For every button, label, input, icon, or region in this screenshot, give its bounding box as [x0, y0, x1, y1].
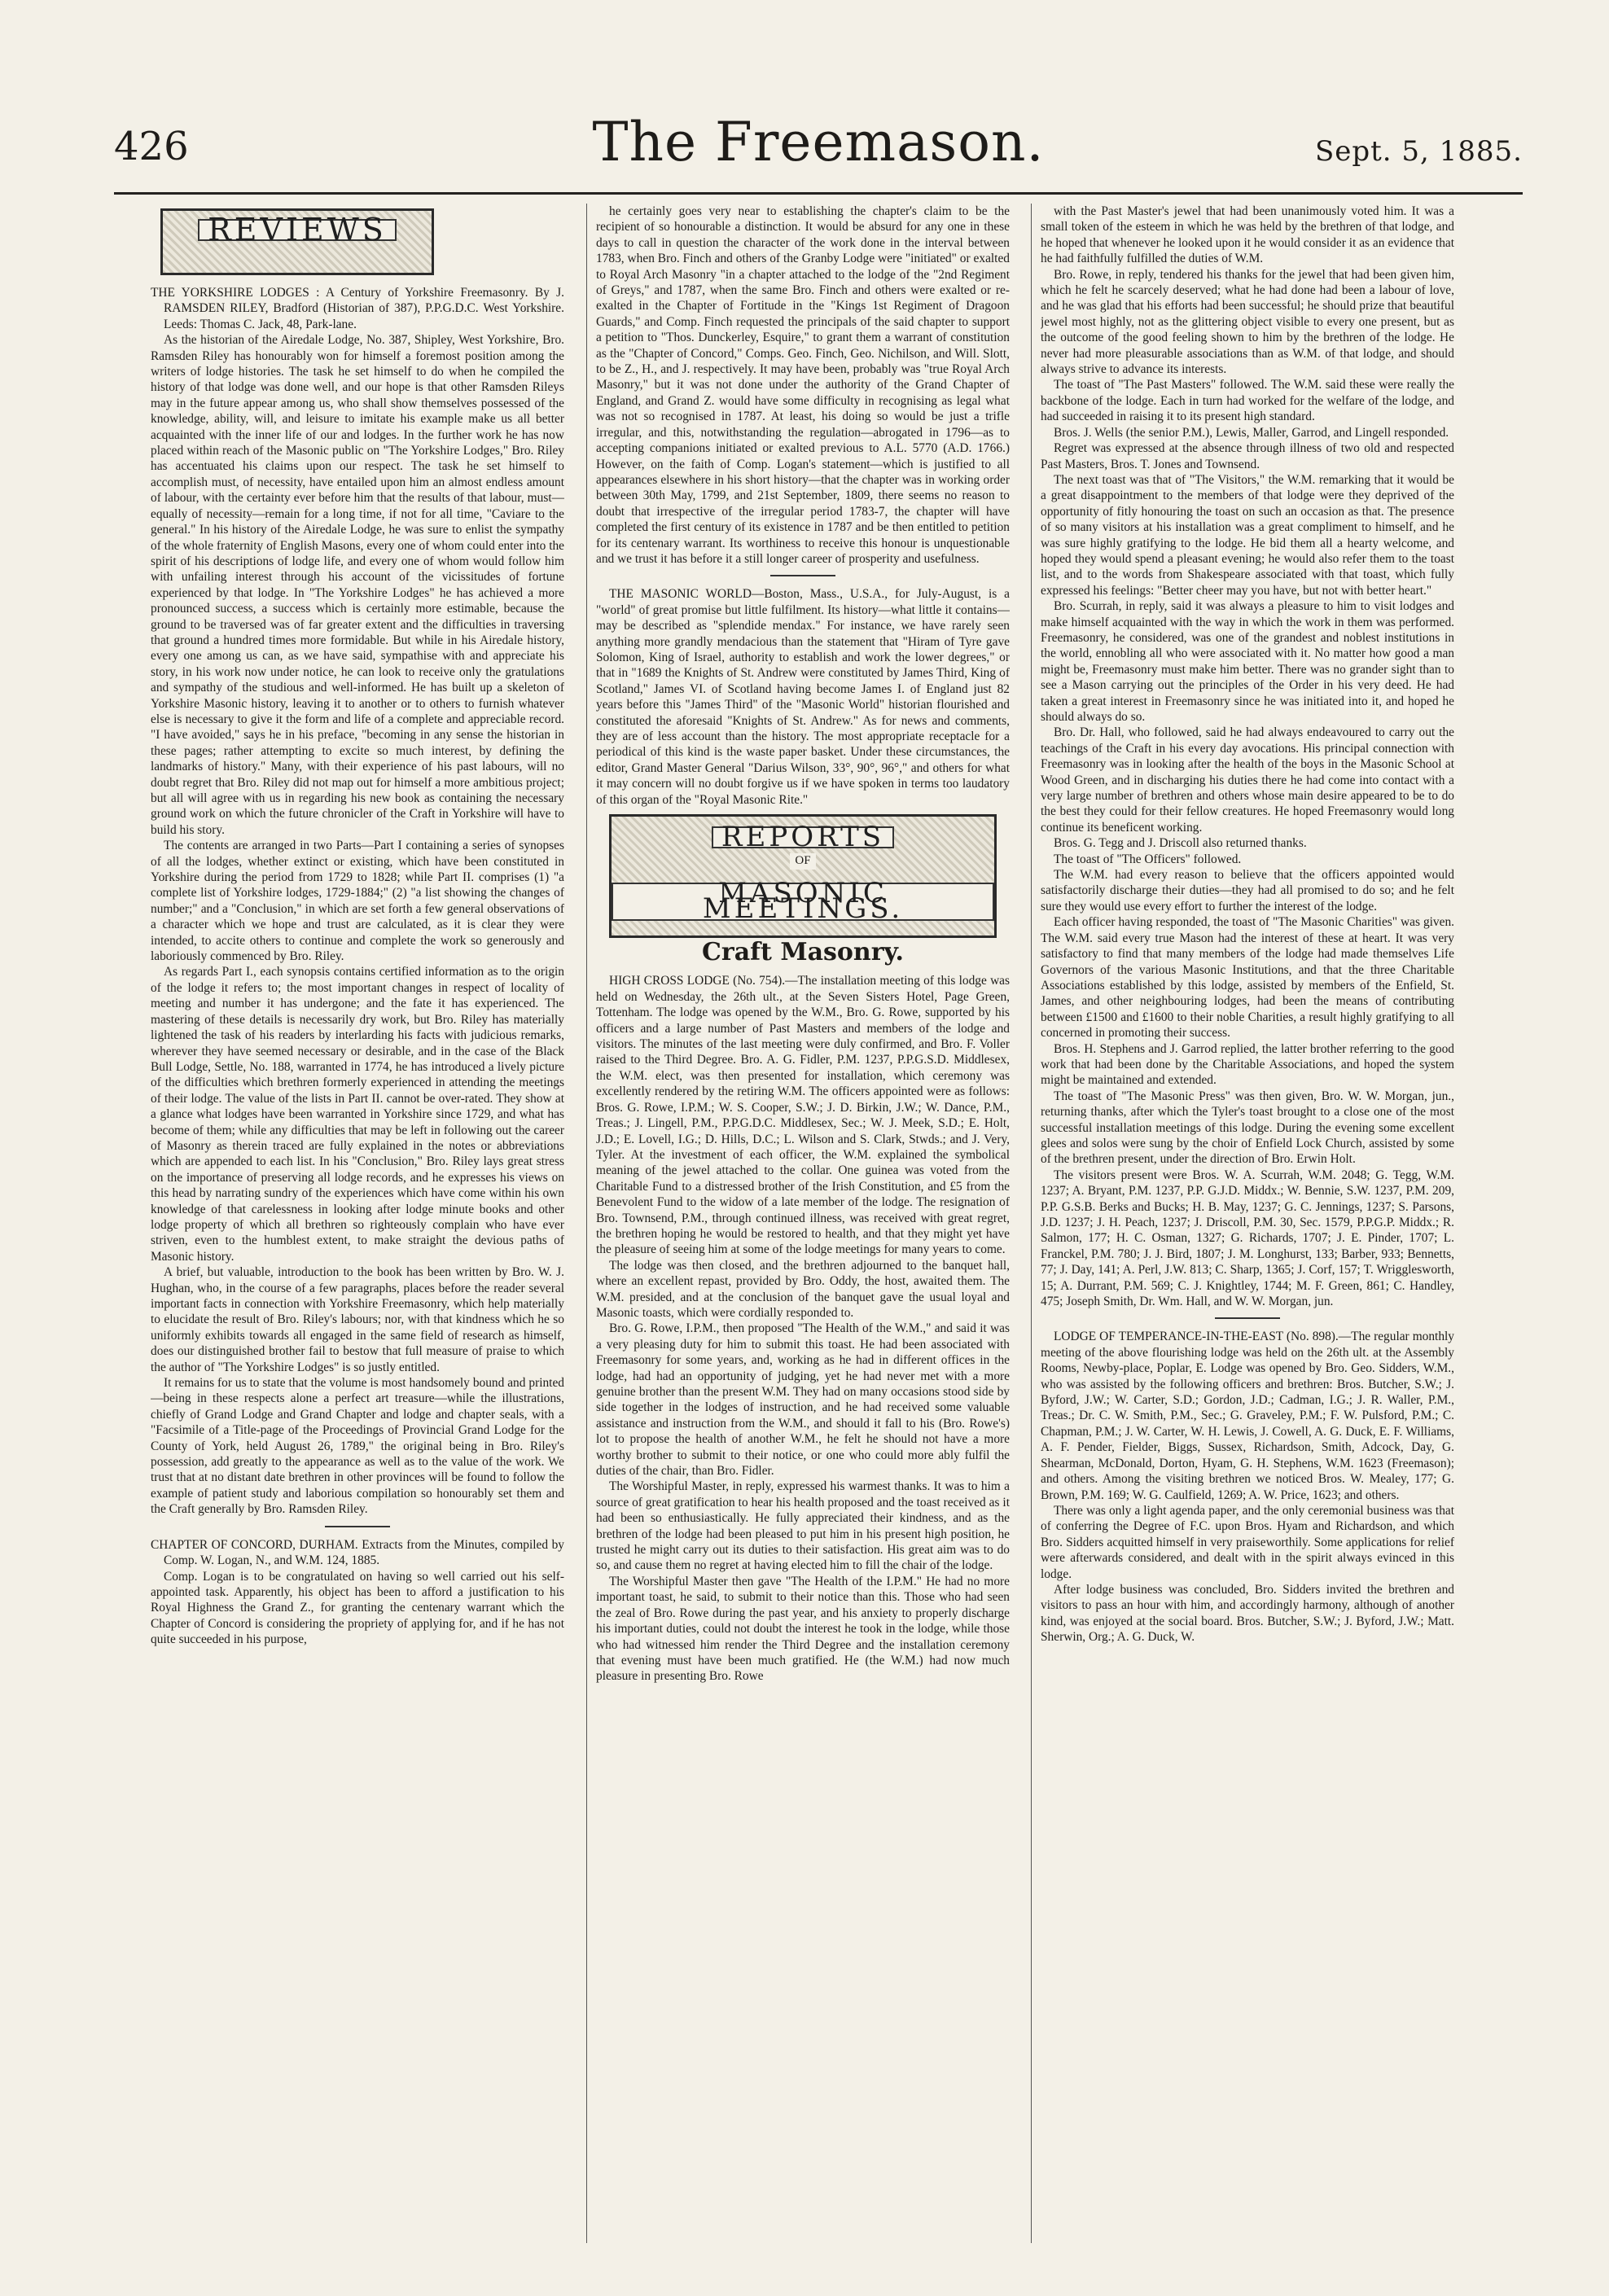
paragraph: As the historian of the Airedale Lodge, No. 387, Shipley, West Yorkshire, Bro. Ramsden Riley has honourably won for himself a foremost position among the writers of lodge histories. The task he set himself to do when he compiled the history of that lodge was done well, and our hope is that other Ramsden Rileys may in the future appear among us, who shall show themselves possessed of the knowledge, ability, will, and leisure to imitate his example make us all better acquainted with the inner life of our and lodges. In the further work he has now placed within reach of the Masonic public on "The Yorkshire Lodges," Bro. Riley has accentuated his claims upon our respect. The task he set himself to accomplish must, of necessity, have entailed upon him an almost endless amount of labour, with the certainty ever before him that the results of that labour, must—equally of necessity—remain for a long time, if not for all time, "Caviare to the general." In his history of the Airedale Lodge, he was sure to enlist the sympathy of the whole fraternity of English Masons, every one of whom could enter into the spirit of his descriptions of lodge life, and every one of whom would follow him with unfailing interest through his account of the vicissitudes of fortune experienced by that lodge. In "The Yorkshire Lodges" he has achieved a more pronounced success, a success which is certainly more estimable, because the ground to be traversed was of far greater extent and the difficulties in traversing that ground a hundred times more formidable. But while in his Airedale history, every one among us can, as we have said, sympathise with and appreciate his story, in his work now under notice, he can look to receive only the gratulations and sympathy of the studious and well-informed. He has built up a skeleton of Yorkshire Masonic history, leaving it to another or to others to furnish whatever else is necessary to give it the form and life of a complete and appreciable record. "I have avoided," says he in his preface, "becoming in any sense the historian in these pages; rather attempting to excite so much interest, by defining the landmarks of history." Many, with their experience of his past labours, will no doubt regret that Bro. Riley did not map out for himself a more ambitious project; but all will agree with us in regarding his new book as containing the necessary ground work on which the future chronicler of the Craft in Yorkshire will have to build his story.: [151, 333, 564, 837]
column-rule: [1031, 204, 1032, 2243]
paragraph: Bro. Scurrah, in reply, said it was always a pleasure to him to visit lodges and make himself acquainted with the way in which the work in them was performed. Freemasonry, he considered, was one of the grandest and noblest institutions in the world, ennobling all who were associated with it. No matter how good a man might be, Freemasonry must make him better. There was no grander sight than to see a Mason carrying out the principles of the Order in his very deed. He had taken a great interest in Freemasonry since he was initiated into it, and hoped he should always do so.: [1041, 599, 1454, 724]
paragraph: Comp. Logan is to be congratulated on having so well carried out his self-appointed task. Apparently, his object has been to afford a justification to his Royal Highness the Grand Z., for granting the centenary warrant which the Chapter of Concord is considering the propriety of applying for, and if he has not quite succeeded in his purpose,: [151, 1569, 564, 1647]
paragraph: The Worshipful Master then gave "The Health of the I.P.M." He had no more important toast, he said, to submit to their notice than this. Those who had seen the zeal of Bro. Rowe during the past year, and his anxiety to properly discharge his important duties, could not doubt the interest he took in the lodge, while those who had witnessed him render the Third Degree and the installation ceremony that evening must have been much gratified. He (the W.M.) had now much pleasure in presenting Bro. Rowe: [596, 1574, 1010, 1684]
reviews-banner: [160, 208, 434, 275]
paragraph: The toast of "The Past Masters" followed. The W.M. said these were really the backbone of the lodge. Each in turn had worked for the welfare of the lodge, and had succeeded in raising it to its present high standard.: [1041, 378, 1454, 424]
craft-masonry-heading: Craft Masonry.: [702, 938, 904, 967]
paragraph: Bro. G. Rowe, I.P.M., then proposed "The Health of the W.M.," and said it was a very pleasing duty for him to submit this toast. He had been associated with Freemasonry for some years, and, working as he had in different offices in the lodge, had had an opportunity of judging, yet he had never met with a more genuine brother than the present W.M. They had on many occasions stood side by side together in the lodges of instruction, and he had received some valuable assistance and instruction from the W.M., and should it fall to his (Bro. Rowe's) lot to propose the health of another W.M., he felt he should not have a more worthy brother to submit to their notice, or one who could more ably fulfil the duties of the chair, than Bro. Fidler.: [596, 1321, 1010, 1479]
reports-banner-bottom: MASONIC MEETINGS.: [612, 883, 994, 921]
paragraph: The toast of "The Officers" followed.: [1054, 852, 1242, 866]
issue-date: Sept. 5, 1885.: [1314, 135, 1523, 168]
review-masonic-world: THE MASONIC WORLD—Boston, Mass., U.S.A., for July-August, is a "world" of great promise but little fulfilment. Its history—what little it contains—may be described as "splendide mendax." For instance, we have rarely seen anything more grandly mendacious than the statement that "Hiram of Tyre gave Solomon, King of Israel, authority to establish and work the lower degrees," or that in "1689 the Knights of St. Andrew were constituted by James Third, King of Scotland," James VI. of Scotland having become James I. of England just 82 years before this "James Third" of the "Masonic World" historian flourished and constituted the aforesaid "Knights of St. Andrew." As for news and comments, they are of less account than the history. The most appropriate receptacle for a periodical of this kind is the waste paper basket. Under these circumstances, the editor, Grand Master General "Darius Wilson, 33°, 90°, 96°," and others for what it may concern will no doubt forgive us if we have spoken in terms too laudatory of this organ of the "Royal Masonic Rite.": [596, 587, 1010, 807]
paragraph: The W.M. had every reason to believe that the officers appointed would satisfactorily discharge their duties—they had all promised to do so; and he felt sure they would use every effort to further the interest of the lodge.: [1041, 868, 1454, 914]
newspaper-title: The Freemason.: [592, 111, 1045, 173]
reports-banner-of: OF: [790, 853, 815, 869]
paragraph: Bro. Dr. Hall, who followed, said he had always endeavoured to carry out the teachings of the Craft in his every day avocations. His principal connection with Freemasonry was in looking after the health of the boys in the Masonic School at Wood Green, and in discharging his duties there he had come into contact with a very large number of brethren and others whose main desire appeared to be to do the best they could for their fellow creatures. He hoped Freemasonry would long continue its beneficent working.: [1041, 725, 1454, 835]
paragraph: Regret was expressed at the absence through illness of two old and respected Past Masters, Bros. T. Jones and Townsend.: [1041, 441, 1454, 471]
paragraph: The Worshipful Master, in reply, expressed his warmest thanks. It was to him a source of great gratification to hear his health proposed and the toast received as it had been so enthusiastically. He fully appreciated their kindness, and as the brethren of the lodge had been pleased to put him in his present high position, he trusted he might carry out its duties to their satisfaction. His great aim was to do so, and cause them no regret at having elected him to fill the chair of the lodge.: [596, 1479, 1010, 1573]
paragraph: There was only a light agenda paper, and the only ceremonial business was that of conferring the Degree of F.C. upon Bros. Hyam and Richardson, and which Bro. Sidders acquitted himself in very praiseworthily. Some applications for relief were afterwards considered, and dealt with in the spirit always evinced in this lodge.: [1041, 1503, 1454, 1581]
paragraph: Bros. G. Tegg and J. Driscoll also returned thanks.: [1054, 836, 1307, 851]
paragraph: Bro. Rowe, in reply, tendered his thanks for the jewel that had been given him, which he felt he scarcely deserved; what he had done had been a labour of love, and he was glad that his efforts had been successful; he should prize that beautiful jewel most highly, not as the glittering object visible to every one present, but as the outcome of the good feeling shown to him by the brethren of the lodge. He never had more pleasurable associations than as W.M. of that lodge, and should always strive to advance its interests.: [1041, 267, 1454, 377]
section-rule: [1215, 1317, 1280, 1319]
visitors-list: The visitors present were Bros. W. A. Scurrah, W.M. 2048; G. Tegg, W.M. 1237; A. Bryant, P.M. 1237, P.P. G.J.D. Middx.; W. Bennie, S.W. 1237, P.M. 209, P.P. G.S.B. Berks and Bucks; H. B. May, 1237; G. C. Jennings, 1237; S. Parsons, J.D. 1237; J. H. Peach, 1237; J. Driscoll, P.M. 30, Sec. 1579, P.P.G.P. Middx.; R. Salmon, 177; H. C. Osman, 1327; G. Richards, 1707; J. E. Pinder, 1707; L. Franckel, P.M. 780; J. J. Bird, 1807; J. M. Longhurst, 133; Barber, 933; Bennetts, 77; J. Day, 141; A. Perl, J.W. 813; C. Sharp, 1365; J. Corf, 157; T. Wrigglesworth, 15; A. Durrant, P.M. 569; C. J. Knightley, 1744; M. F. Green, 861; C. Handley, 475; Joseph Smith, Dr. Wm. Hall, and W. W. Morgan, jun.: [1041, 1168, 1454, 1309]
reports-banner-top: REPORTS: [712, 826, 894, 848]
temperance-lodge-report: LODGE OF TEMPERANCE-IN-THE-EAST (No. 898).—The regular monthly meeting of the above flourishing lodge was held on the 26th ult. at the Assembly Rooms, Newby-place, Poplar, E. Lodge was opened by Bro. Geo. Sidders, W.M., who was assisted by the following officers and brethren: Bros. Butcher, S.W.; J. Byford, J.W.; W. Carter, S.D.; Gordon, J.D.; Cadman, I.G.; J. R. Waller, P.M., Treas.; Dr. C. W. Smith, P.M., Sec.; G. Graveley, P.M.; F. W. Pulsford, P.M.; C. Chapman, P.M.; J. W. Carter, W. H. Lewis, J. Cowell, A. G. Duck, E. F. Williams, A. F. Pender, Fielder, Biggs, Sussex, Richardson, Smith, Adcock, Day, G. Shearman, McDonald, Dorton, Hyam, G. H. Stephens, W.M. 1623 (Freemason); and others. Among the visiting brethren we noticed Bros. W. Mealey, 177; G. Brown, P.M. 169; W. G. Caulfield, 1269; A. W. Price, 1623; and others.: [1041, 1330, 1454, 1502]
paragraph: It remains for us to state that the volume is most handsomely bound and printed—being in these respects alone a perfect art treasure—while the illustrations, chiefly of Grand Lodge and Grand Chapter and lodge and chapter seals, with a "Facsimile of a Title-page of the Proceedings of Provincial Grand Lodge for the County of York, held August 26, 1789," the original being in Bro. Riley's possession, add greatly to the appearance as well as to the value of the work. We trust that at no distant date brethren in other provinces will be found to follow the example of patient study and laborious compilation so honourably set them and the Craft generally by Bro. Ramsden Riley.: [151, 1376, 564, 1517]
column-1: [151, 204, 564, 2243]
paragraph: As regards Part I., each synopsis contains certified information as to the origin of the lodge it refers to; the most important changes in respect of locality of meeting and number it has undergone; and the fate it has experienced. The mastering of these details is necessarily dry work, but Bro. Riley has materially lightened the task of his readers by interlarding his facts with judicious remarks, wherever they have seemed necessary or desirable, and in the case of the Black Bull Lodge, Settle, No. 188, warranted in 1774, he has introduced a lively picture of the difficulties which brethren formerly experienced in attending the meetings of their lodge. The value of the lists in Part II. cannot be over-rated. They show at a glance what lodges have been warranted in Yorkshire since 1729, and what has become of them; while any difficulties that may be left in following out the career of Masonry as therein traced are fully explained in the notes or abbreviations which are appended to each list. In his "Conclusion," Bro. Riley lays great stress on the importance of preserving all lodge records, and he expresses his views on this head by narrating sundry of the experiences which have come within his own knowledge of that carelessness in looking after lodge minute books and other lodge property of which all brethren so righteously complain who have ever striven, even to the humblest extent, to make straight the devious paths of Masonic history.: [151, 965, 564, 1264]
paragraph: Bros. J. Wells (the senior P.M.), Lewis, Maller, Garrod, and Lingell responded.: [1054, 425, 1449, 440]
column-3: [1041, 204, 1454, 2243]
paragraph: After lodge business was concluded, Bro. Sidders invited the brethren and visitors to pass an hour with him, and accordingly harmony, although of another kind, was enjoyed at the social board. Bros. Butcher, S.W.; J. Byford, J.W.; Matt. Sherwin, Org.; A. G. Duck, W.: [1041, 1582, 1454, 1645]
reviews-banner-text: REVIEWS: [198, 219, 397, 241]
paragraph: The next toast was that of "The Visitors," the W.M. remarking that it would be a great disappointment to the members of that lodge were they deprived of the opportunity of fitly honouring the toast on such an occasion as that. The presence of so many visitors at his installation was a great compliment to himself, and he was sure highly gratifying to the lodge. He bid them all a hearty welcome, and hoped they would spend a pleasant evening; he would also refer them to the toast list, and to the words from Shakespeare associated with that toast, which fully expressed his feelings: "Better cheer may you have, but not with better heart.": [1041, 472, 1454, 598]
section-rule: [325, 1526, 390, 1527]
masthead: [114, 103, 1523, 195]
section-rule: [770, 575, 835, 576]
paragraph: The contents are arranged in two Parts—Part I containing a series of synopses of all the lodges, whether extinct or existing, which have been constituted in Yorkshire during the period from 1729 to 1828; while Part II. comprises (1) "a complete list of Yorkshire lodges, 1729-1884;" (2) "a list showing the changes of number;" and a "Conclusion," in which are set forth a few general observations of a character which we hope and trust are calculated, as it is clear they were intended, to accite others to continue and complete the work so generously and laboriously commenced by Bro. Riley.: [151, 839, 564, 964]
paragraph: A brief, but valuable, introduction to the book has been written by Bro. W. J. Hughan, who, in the course of a few paragraphs, places before the reader several important facts in connection with Yorkshire Freemasonry, which help materially to elucidate the result of Bro. Riley's labours; nor, with that kindness which he so uniformly exhibits towards all engaged in the same field of research as himself, does our distinguished brother fail to bestow that full measure of praise to which the author of "The Yorkshire Lodges" is so justly entitled.: [151, 1265, 564, 1374]
paragraph: The lodge was then closed, and the brethren adjourned to the banquet hall, where an excellent repast, provided by Bro. Oddy, the host, awaited them. The W.M. presided, and at the conclusion of the banquet gave the usual loyal and Masonic toasts, which were cordially responded to.: [596, 1258, 1010, 1320]
reports-banner: [609, 814, 997, 938]
paragraph: The toast of "The Masonic Press" was then given, Bro. W. W. Morgan, jun., returning thanks, after which the Tyler's toast brought to a close one of the most successful installation meetings of this lodge. During the evening some excellent glees and solos were sung by the choir of Enfield Lock Church, assisted by some of the brethren present, under the direction of Bro. Erwin Holt.: [1041, 1089, 1454, 1167]
review-heading-concord: CHAPTER OF CONCORD, DURHAM. Extracts from the Minutes, compiled by Comp. W. Logan, N., and W.M. 124, 1885.: [151, 1537, 564, 1568]
paragraph: he certainly goes very near to establishing the chapter's claim to be the recipient of so honourable a distinction. It would be absurd for any one in these days to call in question the character of the work done in the interval between 1783, when Bro. Finch and others of the Granby Lodge were "initiated" or exalted to Royal Arch Masonry "in a chapter attached to the lodge of the "2nd Regiment of Greys," and 1787, when the same Bro. Finch and others were exalted or re-exalted in the Chapter of Fortitude in the "Kings 1st Regiment of Dragoon Guards," and Comp. Finch requested the principals of the said chapter to support a petition to "Thos. Dunckerley, Esquire," to grant them a warrant of constitution as the "Chapter of Concord," Comps. Geo. Finch, Geo. Nichilson, and Will. Slott, to be Z., H., and J. respectively. It may have been, probably was "true Royal Arch Masonry," but it was not done under the authority of the Grand Chapter of England, and Grand Z. would have some difficulty in recognising as legal what was not so recognised in 1787. At least, his doing so would be just a trifle irregular, and this, notwithstanding the regulation—abrogated in 1796—as to accepting companions initiated or exalted previous to A.L. 5770 (A.D. 1766.) However, on the faith of Comp. Logan's statement—which is justified to all appearances elsewhere in his short history—that the chapter was in working order between 30th May, 1799, and 21st September, 1809, there seems no reason to doubt that irrespective of the irregular period 1783-7, the chapter will have completed the first century of its existence in 1787 and be then entitled to petition for its centenary warrant. Its worthiness to receive this honour is unquestionable and we trust it has before it a still longer career of prosperity and usefulness.: [596, 204, 1010, 566]
paragraph: Each officer having responded, the toast of "The Masonic Charities" was given. The W.M. said every true Mason had the interest of these at heart. It was very satisfactory to find that many members of the lodge had made themselves Life Governors of the various Masonic Institutions, and that the three Charitable Associations established by this lodge, assisted by members of the Enfield, St. James, and other neighbouring lodges, had been the means of contributing between £1500 and £1600 to their noble Charities, a result highly gratifying to all concerned in promoting their success.: [1041, 915, 1454, 1041]
review-heading-yorkshire: THE YORKSHIRE LODGES : A Century of Yorkshire Freemasonry. By J. RAMSDEN RILEY, Bradford (Historian of 387), P.P.G.D.C. West Yorkshire. Leeds: Thomas C. Jack, 48, Park-lane.: [151, 286, 564, 331]
page-number: 426: [114, 124, 189, 169]
column-rule: [586, 204, 587, 2243]
paragraph: Bros. H. Stephens and J. Garrod replied, the latter brother referring to the good work that had been done by the Charitable Associations, and hoped the system might be maintained and extended.: [1041, 1041, 1454, 1088]
high-cross-lodge-report: HIGH CROSS LODGE (No. 754).—The installation meeting of this lodge was held on Wednesday, the 26th ult., at the Seven Sisters Hotel, Page Green, Tottenham. The lodge was opened by the W.M., Bro. G. Rowe, supported by his officers and a large number of Past Masters and members of the lodge and visitors. The minutes of the last meeting were duly confirmed, and Bro. F. Voller raised to the Third Degree. Bro. A. G. Fidler, P.M. 1237, P.P.G.S.D. Middlesex, the W.M. elect, was then presented for installation, which ceremony was excellently rendered by the retiring W.M. The officers appointed were as follows: Bros. G. Rowe, I.P.M.; W. S. Cooper, S.W.; J. D. Birkin, J.W.; W. Dance, P.M., Treas.; J. Lingell, P.M., P.P.G.D.C. Middlesex, Sec.; W. J. Meek, S.D.; E. Holt, J.D.; E. Lovell, I.G.; D. Hills, D.C.; L. Wilson and S. Clark, Stwds.; and J. Very, Tyler. At the investment of each officer, the W.M. explained the symbolical meaning of the jewel attached to the collar. One guinea was voted from the Charitable Fund to a distressed brother of the Irish Constitution, and £5 from the Benevolent Fund to the widow of a late member of the lodge. The resignation of Bro. Townsend, P.M., through continued illness, was received with great regret, the brethren hoping he would be restored to health, and that they might yet have the pleasure of seeing him at some of the lodge meetings for many years to come.: [596, 974, 1010, 1257]
column-2: [596, 204, 1010, 2243]
paragraph: with the Past Master's jewel that had been unanimously voted him. It was a small token of the esteem in which he was held by the brethren of that lodge, and he hoped that whenever he looked upon it he would consider it as an evidence that he had faithfully fulfilled the duties of W.M.: [1041, 204, 1454, 266]
